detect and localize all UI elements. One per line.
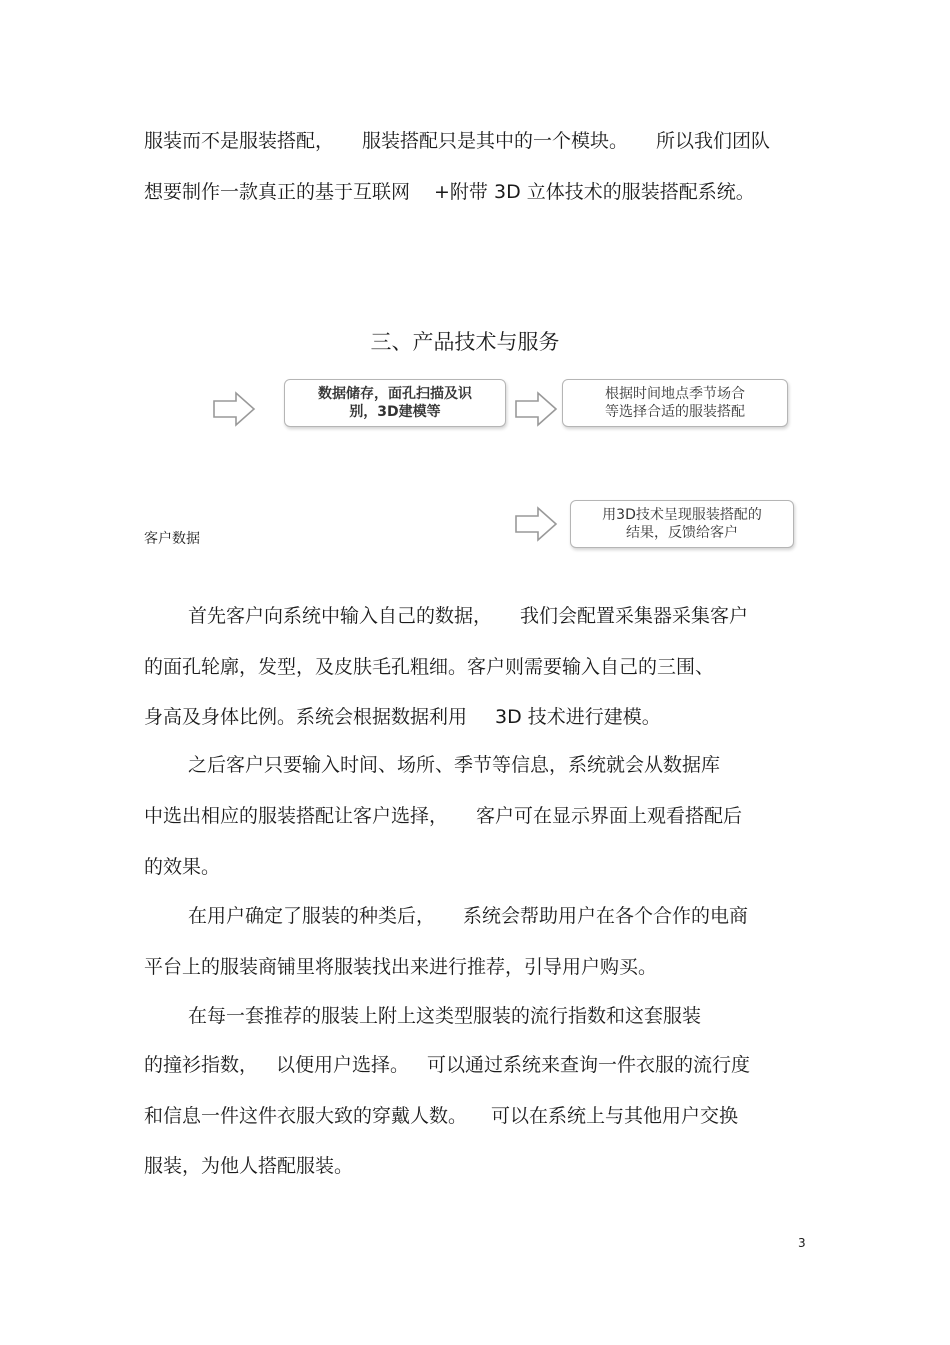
- paragraph-4-line-1: 在每一套推荐的服装上附上这类型服装的流行指数和这套服装: [188, 1005, 702, 1027]
- text-segment: 的撞衫指数，: [144, 1054, 259, 1076]
- text-segment: 中选出相应的服装搭配让客户选择，: [144, 805, 449, 827]
- section-title: 三、产品技术与服务: [370, 330, 560, 354]
- text-segment: 可以通过系统来查询一件衣服的流行度: [427, 1054, 751, 1076]
- paragraph-2-line-3: 的效果。: [144, 856, 221, 878]
- paragraph-2-line-2: [144, 804, 742, 828]
- text-segment: 3D 技术进行建模。: [495, 706, 661, 728]
- text-segment: 以便用户选择。: [276, 1054, 410, 1076]
- paragraph-3-line-2: 平台上的服装商铺里将服装找出来进行推荐，引导用户购买。: [144, 956, 658, 978]
- paragraph-1-line-3: [144, 705, 661, 729]
- text-segment: 客户可在显示界面上观看搭配后: [476, 805, 743, 827]
- paragraph-1-line-2: 的面孔轮廓，发型，及皮肤毛孔粗细。客户则需要输入自己的三围、: [144, 656, 715, 678]
- intro-line-1: [144, 129, 770, 153]
- box-text: 用3D技术呈现服装搭配的: [602, 507, 762, 523]
- paragraph-4-line-2: [144, 1053, 750, 1077]
- flow-box-outfit-selection: [562, 379, 788, 427]
- intro-line-2: [144, 180, 755, 204]
- text-segment: 首先客户向系统中输入自己的数据，: [188, 605, 493, 627]
- box-text: 根据时间地点季节场合: [605, 386, 745, 402]
- text-segment: 系统会帮助用户在各个合作的电商: [463, 905, 749, 927]
- paragraph-3-line-1: [188, 904, 748, 928]
- text-segment: 身高及身体比例。系统会根据数据利用: [144, 706, 468, 728]
- box-text: 等选择合适的服装搭配: [605, 404, 745, 420]
- paragraph-4-line-4: 服装，为他人搭配服装。: [144, 1155, 354, 1177]
- text-segment: 所以我们团队: [656, 130, 771, 152]
- paragraph-1-line-1: [188, 604, 748, 628]
- text-segment: +附带 3D 立体技术的服装搭配系统。: [434, 181, 755, 203]
- text-segment: 可以在系统上与其他用户交换: [491, 1105, 739, 1127]
- text-segment: 和信息一件这件衣服大致的穿戴人数。: [144, 1105, 468, 1127]
- flow-box-3d-result: [570, 500, 794, 548]
- paragraph-4-line-3: [144, 1104, 738, 1128]
- box-text: 别，3D建模等: [349, 404, 441, 420]
- text-segment: 服装而不是服装搭配，: [144, 130, 335, 152]
- right-arrow-icon: [212, 391, 256, 427]
- right-arrow-icon: [514, 506, 558, 542]
- customer-data-label: 客户数据: [144, 531, 200, 547]
- right-arrow-icon: [514, 391, 558, 427]
- text-segment: 服装搭配只是其中的一个模块。: [362, 130, 629, 152]
- flow-box-data-storage: [284, 379, 506, 427]
- text-segment: 在用户确定了服装的种类后，: [188, 905, 436, 927]
- text-segment: 想要制作一款真正的基于互联网: [144, 181, 411, 203]
- paragraph-2-line-1: 之后客户只要输入时间、场所、季节等信息，系统就会从数据库: [188, 754, 721, 776]
- text-segment: 我们会配置采集器采集客户: [520, 605, 749, 627]
- box-text: 数据储存，面孔扫描及识: [318, 386, 472, 402]
- box-text: 结果，反馈给客户: [626, 525, 738, 541]
- page-number: 3: [798, 1236, 806, 1250]
